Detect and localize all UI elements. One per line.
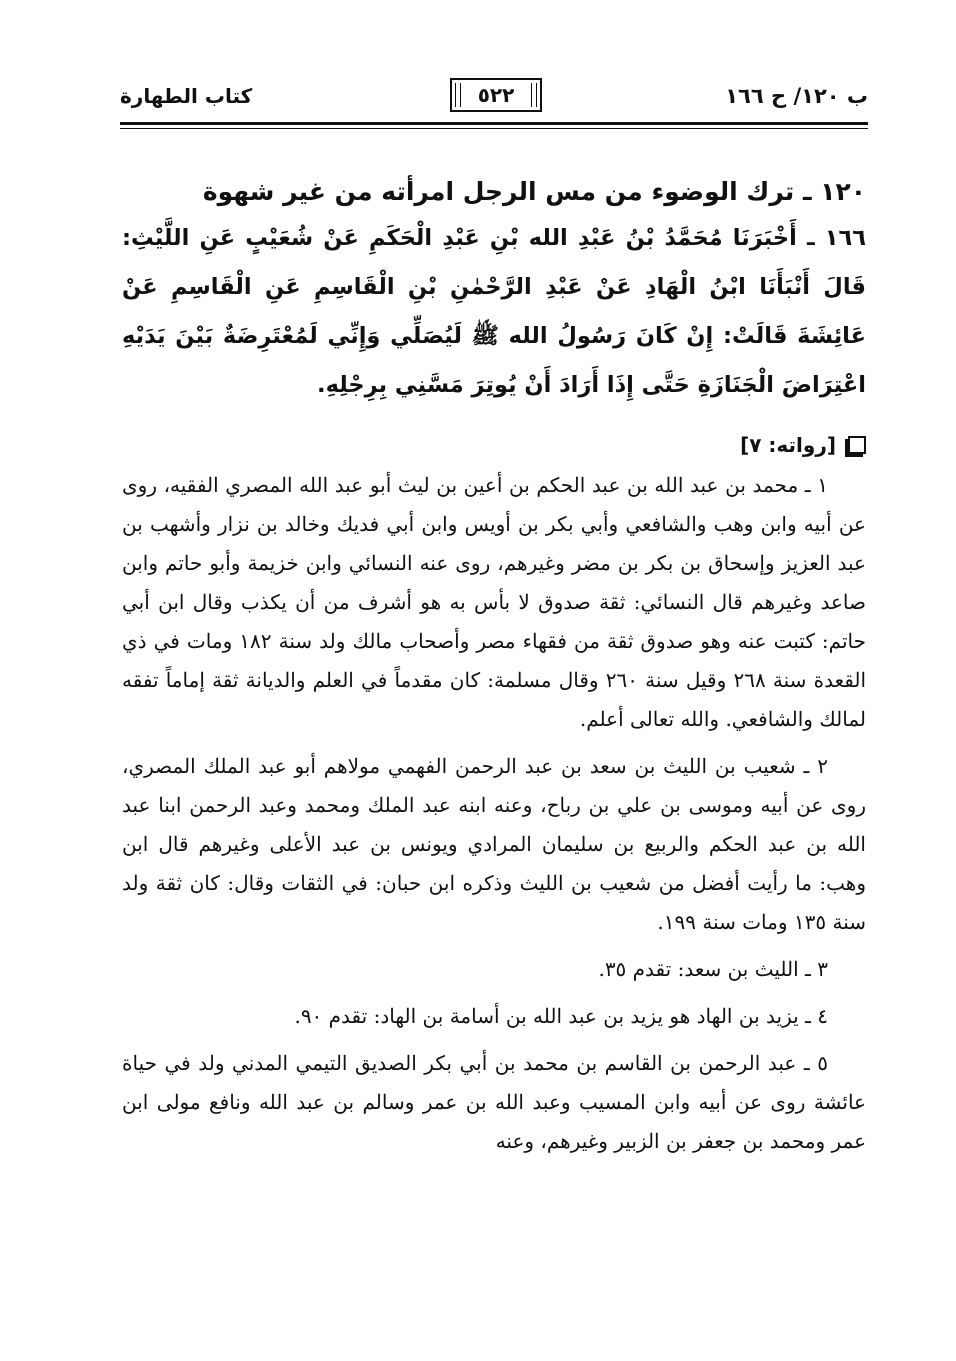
book-title: كتاب الطهارة [120, 84, 253, 108]
page-number: ٥٢٢ [450, 78, 542, 112]
page-header [120, 78, 868, 122]
narrators-heading [122, 430, 866, 460]
narrator-entry: ٥ ـ عبد الرحمن بن القاسم بن محمد بن أبي بكر الصديق التيمي المدني ولد في حياة عائشة روى عن أبيه وابن المسيب وعبد الله بن عمر وسالم بن عبد الله ونافع مولى ابن عمر ومحمد بن جعفر بن الزبير وغيرهم، وعنه [122, 1051, 866, 1153]
narrator-entry: ٣ ـ الليث بن سعد: تقدم ٣٥. [598, 957, 828, 981]
narrator-entry: ٤ ـ يزيد بن الهاد هو يزيد بن عبد الله بن أسامة بن الهاد: تقدم ٩٠. [294, 1004, 828, 1028]
page-reference: ب ١٢٠/ ح ١٦٦ [725, 84, 868, 108]
narrators-heading-label: [رواته: ٧] [740, 433, 836, 457]
header-rule-thin [120, 128, 868, 129]
page-body [122, 170, 866, 1169]
narrator-entry: ١ ـ محمد بن عبد الله بن عبد الحكم بن أعين بن ليث أبو عبد الله المصري الفقيه، روى عن أبيه وابن وهب والشافعي وأبي بكر بن أويس وابن أبي فديك وخالد بن نزار وأشهب بن عبد العزيز وإسحاق بن بكر بن مضر وغيرهم، روى عنه النسائي وابن خزيمة وأبو حاتم وابن صاعد وغيرهم قال النسائي: ثقة صدوق لا بأس به هو أشرف من أن يكذب وقال ابن أبي حاتم: كتبت عنه وهو صدوق ثقة من فقهاء مصر وأصحاب مالك ولد سنة ١٨٢ ومات في ذي القعدة سنة ٢٦٨ وقيل سنة ٢٦٠ وقال مسلمة: كان مقدماً في العلم والديانة ثقة إماماً تفقه لمالك والشافعي. والله تعالى أعلم. [122, 473, 867, 731]
hadith-text: ١٦٦ ـ أَخْبَرَنَا مُحَمَّدُ بْنُ عَبْدِ الله بْنِ عَبْدِ الْحَكَمِ عَنْ شُعَيْبٍ عَنِ اللَّيْثِ: قَالَ أَنْبَأَنَا ابْنُ الْهَادِ عَنْ عَبْدِ الرَّحْمٰنِ بْنِ الْقَاسِمِ عَنِ الْقَاسِمِ عَنْ عَائِشَةَ قَالَتْ: إِنْ كَانَ رَسُولُ الله ﷺ لَيُصَلِّي وَإِنِّي لَمُعْتَرِضَةٌ بَيْنَ يَدَيْهِ اعْتِرَاضَ الْجَنَازَةِ حَتَّى إِذَا أَرَادَ أَنْ يُوتِرَ مَسَّنِي بِرِجْلِهِ. [122, 225, 866, 398]
header-rule-thick [120, 122, 868, 125]
chapter-title: ١٢٠ ـ ترك الوضوء من مس الرجل امرأته من غير شهوة [202, 177, 866, 206]
checkbox-square-icon [848, 436, 866, 454]
narrator-entry: ٢ ـ شعيب بن الليث بن سعد بن عبد الرحمن الفهمي مولاهم أبو عبد الملك المصري، روى عن أبيه وموسى بن علي بن رباح، وعنه ابنه عبد الملك ومحمد وعبد الرحمن ابنا عبد الله بن عبد الحكم والربيع بن سليمان المرادي ويونس بن عبد الأعلى وغيرهم قال ابن وهب: ما رأيت أفضل من شعيب بن الليث وذكره ابن حبان: في الثقات وقال: كان ثقة ولد سنة ١٣٥ ومات سنة ١٩٩. [122, 754, 866, 934]
